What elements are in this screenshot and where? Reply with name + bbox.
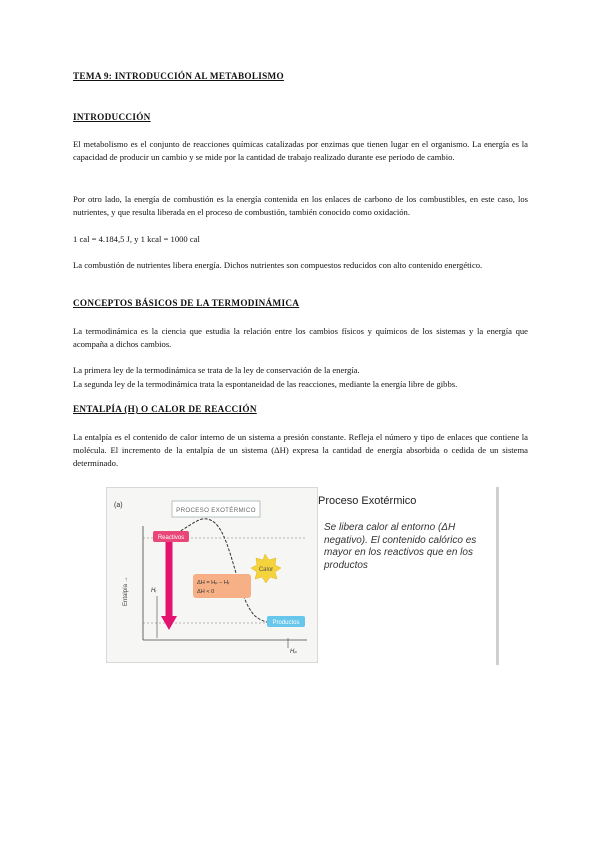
figure-caption-title: Proceso Exotérmico — [318, 495, 417, 507]
exothermic-figure — [106, 487, 499, 665]
enthalpy-diagram-svg — [107, 488, 319, 664]
section-heading-termodinamica: CONCEPTOS BÁSICOS DE LA TERMODINÁMICA — [73, 298, 300, 308]
reactants-label: Reactivos — [157, 535, 185, 541]
paragraph: La combustión de nutrientes libera energía. Dichos nutrientes son compuestos reducidos con alto contenido energético. — [73, 260, 483, 270]
paragraph: El metabolismo es el conjunto de reacciones químicas catalizadas por enzimas que tienen lugar en el organismo. La energía es la capacidad de producir un cambio y se mide por la cantidad de trabajo realizado durante ese periodo de cambio. — [73, 139, 528, 162]
paragraph: La segunda ley de la termodinámica trata la espontaneidad de las reacciones, mediante la energía libre de gibbs. — [73, 379, 458, 389]
figure-right-border — [496, 487, 499, 665]
enthalpy-drop-arrow-shaft — [166, 542, 173, 618]
delta-h-formula: ΔH = Hₚ − Hᵣ — [197, 580, 230, 586]
paragraph: Por otro lado, la energía de combustión es la energía contenida en los enlaces de carbono de los combustibles, en este caso, los nutrientes, y que resulta liberada en el proceso de combustión, también conocido como oxidación. — [73, 194, 528, 217]
diagram-title: PROCESO EXOTÉRMICO — [176, 507, 256, 514]
delta-h-condition: ΔH < 0 — [197, 589, 215, 595]
heat-label: Calor — [258, 567, 274, 573]
enthalpy-diagram — [106, 487, 318, 663]
hp-label: Hₚ — [290, 649, 297, 655]
figure-caption-text: Se libera calor al entorno (ΔH negativo). El contenido calórico es mayor en los reactivos que en los productos — [324, 522, 477, 571]
formula-line: 1 cal = 4.184,5 J, y 1 kcal = 1000 cal — [73, 234, 200, 244]
paragraph: La primera ley de la termodinámica se trata de la ley de conservación de la energía. — [73, 365, 360, 375]
section-heading-introduccion: INTRODUCCIÓN — [73, 112, 151, 122]
hr-label: Hᵣ — [151, 588, 157, 594]
products-label: Productos — [272, 620, 300, 626]
document-title: TEMA 9: INTRODUCCIÓN AL METABOLISMO — [73, 71, 284, 81]
figure-caption-panel — [318, 487, 499, 665]
section-heading-entalpia: ENTALPÍA (H) O CALOR DE REACCIÓN — [73, 404, 257, 414]
panel-label: (a) — [114, 502, 123, 509]
paragraph: La termodinámica es la ciencia que estudia la relación entre los cambios físicos y químicos de los sistemas y la energía que acompaña a dichos cambios. — [73, 326, 528, 349]
y-axis-label: Entalpía → — [123, 576, 129, 606]
paragraph: La entalpía es el contenido de calor interno de un sistema a presión constante. Refleja el número y tipo de enlaces que contiene la molécula. El incremento de la entalpía de un sistema (ΔH) expresa la cantidad de energía absorbida o cedida de un sistema determinado. — [73, 432, 528, 468]
